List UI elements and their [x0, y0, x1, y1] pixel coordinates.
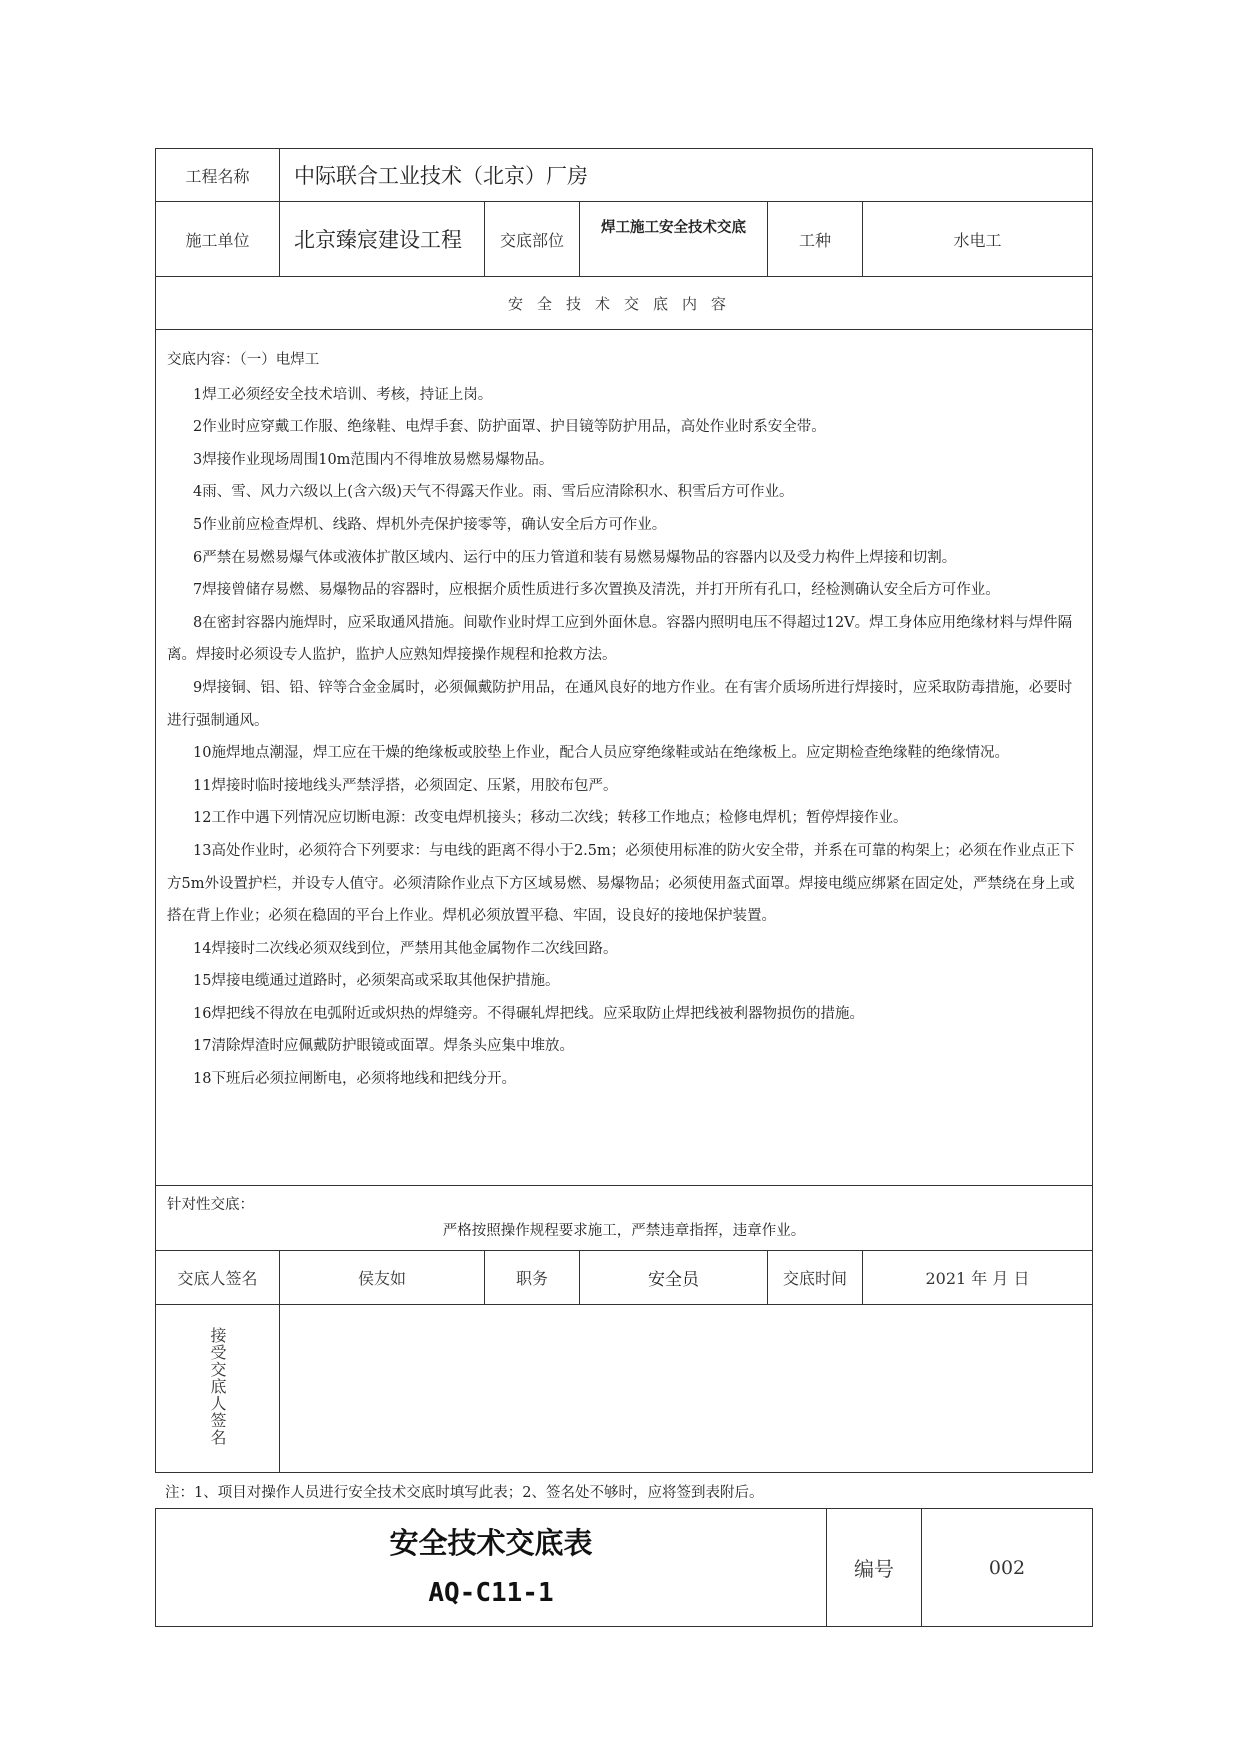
specific-text: 严格按照操作规程要求施工，严禁违章指挥，违章作业。 — [442, 1223, 806, 1239]
content-item: 11焊接时临时接地线头严禁浮搭，必须固定、压紧，用胶布包严。 — [193, 777, 618, 794]
part-label: 交底部位 — [485, 202, 580, 277]
content-item: 4雨、雪、风力六级以上(含六级)天气不得露天作业。雨、雪后应清除积水、积雪后方可作业。 — [193, 484, 794, 501]
form-note: 注：1、项目对操作人员进行安全技术交底时填写此表；2、签名处不够时，应将签到表附后。 — [165, 1485, 764, 1501]
content-item: 12工作中遇下列情况应切断电源：改变电焊机接头；移动二次线；转移工作地点；检修电焊机；暂停焊接作业。 — [193, 810, 908, 827]
section-title: 安全技术交底内容 — [156, 277, 1093, 330]
footer-code: AQ-C11-1 — [428, 1577, 554, 1608]
time-value: 2021 年 月 日 — [863, 1251, 1093, 1305]
receiver-label-cell — [156, 1305, 280, 1473]
signoff-row — [156, 1251, 1093, 1305]
content-item: 13高处作业时，必须符合下列要求：与电线的距离不得小于2.5m；必须使用标准的防火安全带，并系在可靠的构架上；必须在作业点正下方5m外设置护栏，并设专人值守。必须清除作业点下方区域易燃、易爆物品；必须使用盔式面罩。焊接电缆应绑紧在固定处，严禁绕在身上或搭在背上作业；必须在稳固的平台上作业。焊机必须放置平稳、牢固，设良好的接地保护装置。 — [167, 842, 1075, 925]
content-item: 2作业时应穿戴工作服、绝缘鞋、电焊手套、防护面罩、护目镜等防护用品，高处作业时系安全带。 — [193, 419, 826, 436]
trade-label: 工种 — [768, 202, 863, 277]
footer-title: 安全技术交底表 — [389, 1525, 593, 1560]
number-label: 编号 — [827, 1509, 922, 1627]
content-item: 3焊接作业现场周围10m范围内不得堆放易燃易爆物品。 — [193, 451, 554, 468]
number-value: 002 — [922, 1509, 1093, 1627]
project-label: 工程名称 — [156, 149, 280, 202]
content-item: 9焊接铜、铝、铅、锌等合金金属时，必须佩戴防护用品，在通风良好的地方作业。在有害介质场所进行焊接时，应采取防毒措施，必要时进行强制通风。 — [167, 679, 1073, 729]
section-title-row — [156, 277, 1093, 330]
content-item: 1焊工必须经安全技术培训、考核，持证上岗。 — [193, 386, 493, 403]
specific-row — [156, 1186, 1093, 1251]
form-sheet — [155, 148, 1092, 1627]
unit-row — [156, 202, 1093, 277]
content-item: 14焊接时二次线必须双线到位，严禁用其他金属物作二次线回路。 — [193, 940, 618, 957]
content-item: 15焊接电缆通过道路时，必须架高或采取其他保护措施。 — [193, 973, 560, 990]
content-item: 18下班后必须拉闸断电，必须将地线和把线分开。 — [193, 1071, 516, 1088]
content-intro — [167, 344, 1080, 377]
trade-value: 水电工 — [863, 202, 1093, 277]
specific-label: 针对性交底： — [167, 1197, 254, 1213]
content-item: 10施焊地点潮湿，焊工应在干燥的绝缘板或胶垫上作业，配合人员应穿绝缘鞋或站在绝缘板上。应定期检查绝缘鞋的绝缘情况。 — [193, 745, 1009, 762]
content-item: 6严禁在易燃易爆气体或液体扩散区域内、运行中的压力管道和装有易燃易爆物品的容器内以及受力构件上焊接和切割。 — [193, 549, 957, 566]
content-row — [156, 330, 1093, 1186]
post-value: 安全员 — [580, 1251, 768, 1305]
project-row — [156, 149, 1093, 202]
part-value: 焊工施工安全技术交底 — [580, 202, 768, 277]
intro-label: 交底内容： — [167, 352, 240, 368]
form-footer — [155, 1508, 1093, 1627]
unit-label: 施工单位 — [156, 202, 280, 277]
receiver-row — [156, 1305, 1093, 1473]
post-label: 职务 — [485, 1251, 580, 1305]
content-item: 7焊接曾储存易燃、易爆物品的容器时，应根据介质性质进行多次置换及清洗，并打开所有孔口，经检测确认安全后方可作业。 — [193, 582, 1000, 599]
specific-briefing — [156, 1186, 1093, 1251]
receiver-label: 接受交底人签名 — [208, 1327, 227, 1446]
briefing-content — [156, 330, 1093, 1186]
content-item: 16焊把线不得放在电弧附近或炽热的焊缝旁。不得碾轧焊把线。应采取防止焊把线被利器物损伤的措施。 — [193, 1005, 864, 1022]
project-name: 中际联合工业技术（北京）厂房 — [280, 149, 1093, 202]
time-label: 交底时间 — [768, 1251, 863, 1305]
footer-title-cell — [156, 1509, 827, 1627]
receiver-signature-area[interactable] — [280, 1305, 1093, 1473]
signer-name: 侯友如 — [280, 1251, 485, 1305]
content-item: 17清除焊渣时应佩戴防护眼镜或面罩。焊条头应集中堆放。 — [193, 1038, 574, 1055]
content-item: 5作业前应检查焊机、线路、焊机外壳保护接零等，确认安全后方可作业。 — [193, 516, 667, 533]
unit-name: 北京臻宸建设工程 — [280, 202, 485, 277]
intro-value: （一）电焊工 — [239, 352, 320, 368]
content-item: 8在密封容器内施焊时，应采取通风措施。间歇作业时焊工应到外面休息。容器内照明电压不得超过12V。焊工身体应用绝缘材料与焊件隔离。焊接时必须设专人监护，监护人应熟知焊接操作规程和抢救方法。 — [167, 614, 1073, 664]
safety-briefing-table — [155, 148, 1093, 1473]
signer-label: 交底人签名 — [156, 1251, 280, 1305]
